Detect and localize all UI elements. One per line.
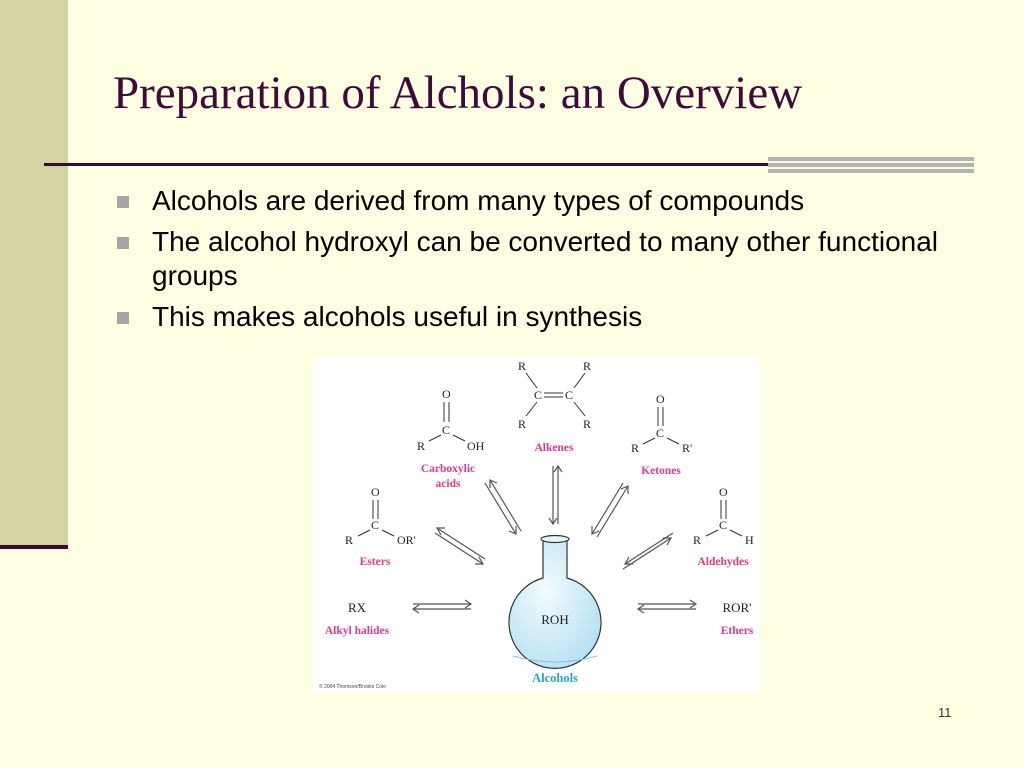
arrow-ketones <box>592 483 628 537</box>
alkene-c1: C <box>534 388 543 402</box>
bullet-item <box>114 300 994 334</box>
slide-number: 11 <box>938 705 952 720</box>
copyright-text: © 2004 Thomson/Brooks Cole <box>319 684 386 690</box>
esters-label: Esters <box>359 556 391 568</box>
flask-icon <box>509 536 601 669</box>
ester-structure <box>345 485 416 568</box>
arrow-alkenes <box>549 466 562 524</box>
carboxylic-label-2: acids <box>435 478 461 490</box>
aldehyde-structure <box>693 485 754 568</box>
alkene-structure <box>518 359 591 454</box>
bullet-text: The alcohol hydroxyl can be converted to many other functional groups <box>152 226 939 291</box>
bullet-square-icon <box>117 237 129 249</box>
bullet-list <box>114 184 994 341</box>
alkyl-halides-label: Alkyl halides <box>324 625 390 637</box>
ketone-structure <box>631 392 692 477</box>
bond <box>574 402 585 416</box>
alkyl-halide-structure <box>325 600 390 637</box>
ester-r: R <box>345 533 354 547</box>
carboxylic-acid-structure <box>417 387 485 490</box>
left-accent-bar <box>0 0 68 545</box>
arrow-carboxylic <box>485 480 521 534</box>
ketone-carbon: C <box>656 426 665 440</box>
bond <box>730 530 742 536</box>
bond <box>526 402 537 416</box>
arrow-ethers <box>638 600 696 613</box>
bond <box>667 438 679 444</box>
bond <box>643 438 655 444</box>
carboxylic-label-1: Carboxylic <box>420 463 476 475</box>
bullet-item <box>114 225 994 293</box>
reaction-diagram <box>313 356 760 693</box>
bond <box>358 530 370 536</box>
alcohol-formula: ROH <box>541 612 569 627</box>
bond <box>382 530 394 536</box>
left-accent-underline <box>0 545 68 549</box>
ether-formula: ROR' <box>722 600 752 615</box>
bullet-text: Alcohols are derived from many types of compounds <box>152 185 805 216</box>
ketone-r-prime: R' <box>682 441 693 455</box>
bullet-item <box>114 184 994 218</box>
alkyl-halide-formula: RX <box>347 600 367 615</box>
bond <box>526 373 537 388</box>
arrow-aldehydes <box>623 533 673 569</box>
ester-carbon: C <box>371 518 380 532</box>
arrow-alkyl-halides <box>413 600 471 613</box>
ether-structure <box>721 600 754 637</box>
aldehyde-h: H <box>745 533 754 547</box>
slide-title: Preparation of Alchols: an Overview <box>113 67 803 119</box>
acid-oxygen: O <box>442 387 451 401</box>
alkene-r2: R <box>583 359 592 373</box>
arrow-esters <box>435 528 485 564</box>
alkene-r4: R <box>583 417 592 431</box>
alkene-r1: R <box>518 359 527 373</box>
aldehyde-carbon: C <box>719 518 728 532</box>
alkenes-label: Alkenes <box>534 442 574 454</box>
acid-r: R <box>417 439 426 453</box>
acid-carbon: C <box>442 423 451 437</box>
aldehyde-oxygen: O <box>719 485 728 499</box>
alcohol-reactions-figure <box>313 356 760 693</box>
ketone-r: R <box>631 441 640 455</box>
ketones-label: Ketones <box>641 465 681 477</box>
bullet-square-icon <box>117 196 129 208</box>
aldehydes-label: Aldehydes <box>697 556 749 568</box>
bond <box>706 530 718 536</box>
bond <box>429 435 441 441</box>
acid-oh: OH <box>467 439 485 453</box>
ketone-oxygen: O <box>656 392 665 406</box>
alkene-r3: R <box>518 417 527 431</box>
ethers-label: Ethers <box>720 625 754 637</box>
ester-oxygen: O <box>371 485 380 499</box>
alcohols-label: Alcohols <box>532 671 578 685</box>
bond <box>453 435 465 441</box>
aldehyde-r: R <box>693 533 702 547</box>
decorative-stripes <box>768 157 974 177</box>
bond <box>574 373 585 388</box>
ester-or: OR' <box>397 533 416 547</box>
bullet-square-icon <box>117 312 129 324</box>
alkene-c2: C <box>565 388 574 402</box>
bullet-text: This makes alcohols useful in synthesis <box>152 301 643 332</box>
